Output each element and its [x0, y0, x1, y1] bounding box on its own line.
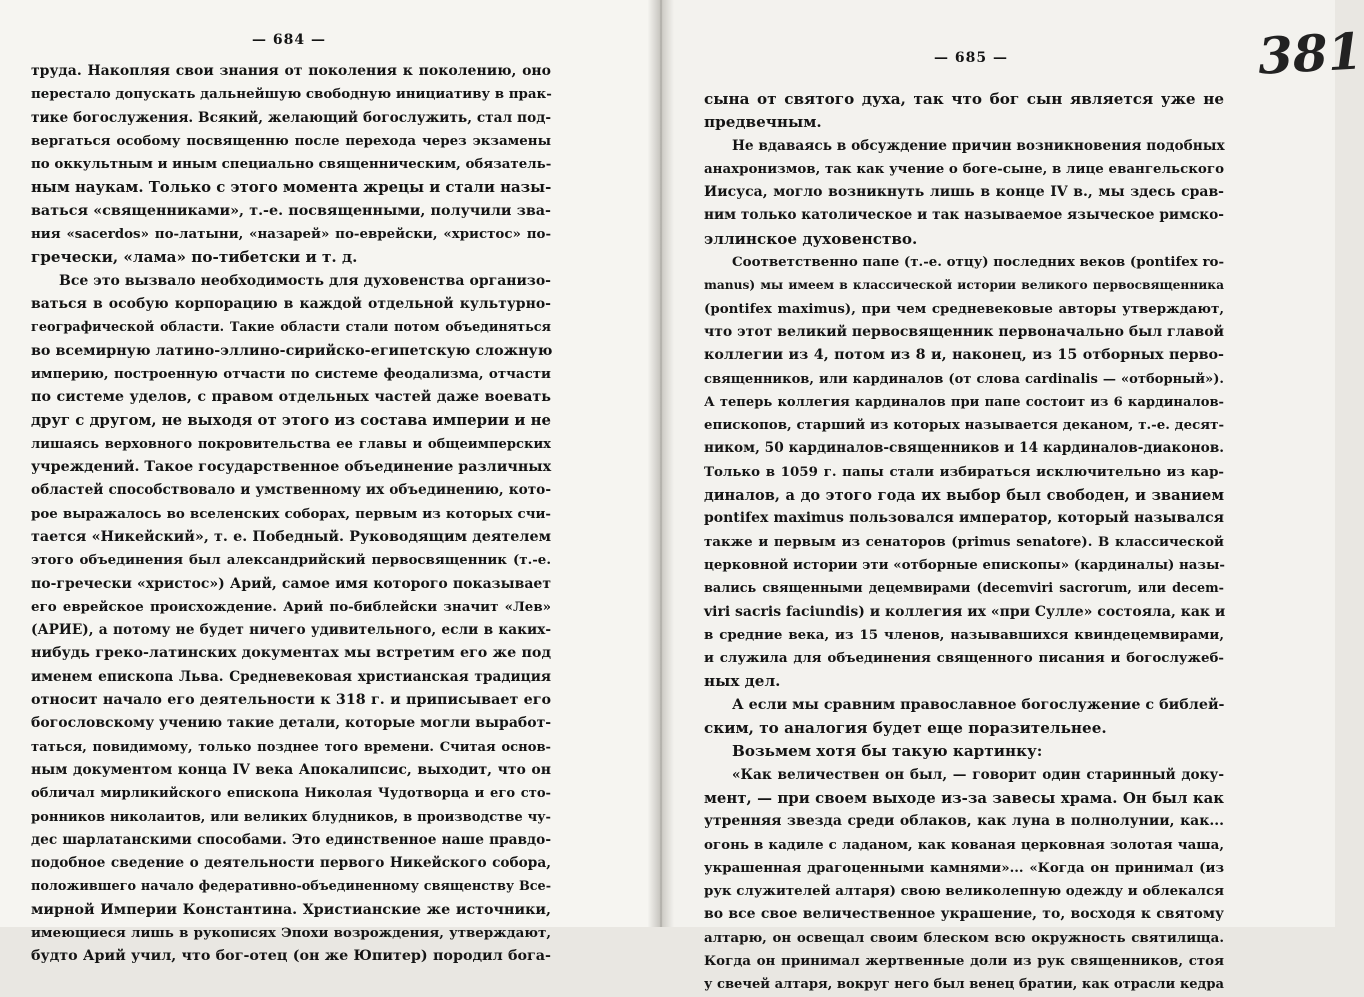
text-line: перестало допускать дальнейшую свободную инициативу в прак-: [31, 86, 552, 103]
text-line: по системе уделов, с правом отдельных частей даже воевать: [31, 389, 551, 406]
text-line: вергаться особому посвященню после перехода через экзамены: [31, 132, 551, 149]
page-number: — 685 —: [934, 50, 1008, 66]
handwritten-page-stamp: 381: [1256, 21, 1364, 86]
text-line: огонь в кадиле с ладаном, как кованая церковная золотая чаша,: [704, 836, 1224, 853]
text-line: нибудь греко-латинских документах мы встретим его же под: [31, 645, 551, 662]
text-line: мирной Империи Константина. Христианские же источники,: [31, 901, 551, 918]
text-line: (АРИЕ), а потому не будет ничего удивительного, если в каких-: [31, 622, 551, 639]
text-line: относит начало его деятельности к 318 г. и приписывает его: [31, 692, 551, 709]
text-line: труда. Накопляя свои знания от поколения к поколению, оно: [31, 63, 551, 79]
text-line: что этот великий первосвященник первоначально был главой: [704, 323, 1224, 340]
text-line: тается «Никейский», т. е. Победный. Руководящим деятелем: [31, 528, 551, 545]
text-line: подобное сведение о деятельности первого Никейского собора,: [31, 855, 551, 872]
text-line: областей способствовало и умственному их объединению, кото-: [31, 482, 551, 499]
text-line: утренняя звезда среди облаков, как луна в полнолунии, как...: [704, 813, 1224, 830]
text-line: рук служителей алтаря) свою великолепную одежду и облекался: [704, 883, 1225, 900]
text-line: имеющиеся лишь в рукописях Эпохи возрождения, утверждают,: [31, 924, 551, 941]
text-line: гречески, «лама» по-тибетски и т. д.: [31, 248, 358, 267]
text-column: [704, 88, 1224, 997]
text-line: обличал мирликийского епископа Николая Чудотворца и его сто-: [31, 786, 551, 802]
text-line: коллегии из 4, потом из 8 и, наконец, из 15 отборных перво-: [704, 347, 1224, 364]
text-line: сына от святого духа, так что бог сын является уже не: [704, 90, 1224, 108]
text-line: «Как величествен он был, — говорит один старинный доку-: [732, 766, 1224, 783]
text-line: ния «sacerdos» по-латыни, «назарей» по-еврейски, «христос» по-: [31, 226, 551, 243]
text-line: по оккультным и иным специально священническим, обязатель-: [31, 156, 552, 173]
text-line: ным наукам. Только с этого момента жрецы и стали назы-: [31, 178, 552, 197]
text-line: (pontifex maximus), при чем средневековые авторы утверждают,: [704, 300, 1224, 317]
text-line: учреждений. Такое государственное объединение различных: [31, 459, 552, 476]
text-line: географической области. Такие области стали потом объединяться: [31, 320, 551, 336]
text-line: епископов, старший из которых называется деканом, т.-е. десят-: [704, 417, 1224, 434]
text-line: во все свое величественное украшение, то, восходя к святому: [704, 906, 1224, 923]
text-line: в средние века, из 15 членов, называвшихся квиндецемвирами,: [704, 626, 1224, 643]
text-line: богословскому учению такие детали, которые могли выработ-: [31, 715, 552, 732]
text-line: во всемирную латино-эллино-сирийско-египетскую сложную: [31, 342, 553, 359]
text-line: вались священными децемвирами (decemviri sacrorum, или decem-: [704, 581, 1224, 597]
text-line: тике богослужения. Всякий, желающий богослужить, стал под-: [31, 109, 551, 126]
right-page: [660, 0, 1364, 993]
text-line: ником, 50 кардиналов-священников и 14 кардиналов-диаконов.: [704, 440, 1224, 457]
text-line: предвечным.: [704, 113, 822, 132]
text-line: рое выражалось во вселенских соборах, первым из которых счи-: [31, 505, 551, 522]
text-line: Возьмем хотя бы такую картинку:: [732, 742, 1043, 761]
text-line: таться, повидимому, только позднее того времени. Считая основ-: [31, 739, 551, 755]
text-line: А теперь коллегия кардиналов при папе состоит из 6 кардиналов-: [704, 394, 1224, 410]
text-line: pontifex maximus пользовался император, который назывался: [704, 510, 1224, 527]
text-line: именем епископа Льва. Средневековая христианская традиция: [31, 668, 551, 685]
text-line: лишаясь верховного покровительства ее главы и общеимперских: [31, 436, 551, 452]
text-line: ных дел.: [704, 672, 781, 691]
text-line: также и первым из сенаторов (primus senatore). В классической: [704, 533, 1224, 550]
text-line: эллинское духовенство.: [704, 229, 918, 248]
text-line: этого объединения был александрийский первосвященник (т.-е.: [31, 552, 551, 569]
text-line: его еврейское происхождение. Арий по-библейски значит «Лев»: [31, 598, 551, 615]
text-line: ским, то аналогия будет еще поразительнее.: [704, 719, 1107, 738]
book-gutter: [648, 0, 674, 927]
page-number: — 684 —: [252, 32, 326, 48]
text-line: священников, или кардиналов (от слова cardinalis — «отборный»).: [704, 371, 1224, 387]
text-line: А если мы сравним православное богослужение с библей-: [732, 696, 1225, 713]
text-line: viri sacris faciundis) и коллегия их «при Сулле» состояла, как и: [704, 603, 1226, 620]
text-line: ронников николаитов, или великих блудников, в производстве чу-: [31, 809, 551, 825]
text-column: [31, 60, 551, 969]
text-line: дес шарлатанскими способами. Это единственное наше правдо-: [31, 831, 551, 848]
text-line: украшенная драгоценными камнями»... «Когда он принимал (из: [704, 859, 1224, 876]
text-line: ваться в особую корпорацию в каждой отдельной культурно-: [31, 295, 551, 312]
text-line: мент, — при своем выходе из-за завесы храма. Он был как: [704, 788, 1224, 807]
text-line: алтарю, он освещал своим блеском всю окружность святилища.: [704, 929, 1224, 946]
text-line: Не вдаваясь в обсуждение причин возникновения подобных: [732, 137, 1225, 154]
text-line: анахронизмов, так как учение о боге-сыне, в лице евангельского: [704, 160, 1224, 177]
text-line: церковной истории эти «отборные епископы» (кардиналы) назы-: [704, 556, 1225, 573]
text-line: положившего начало федеративно-объединенному священству Все-: [31, 879, 551, 895]
text-line: империю, построенную отчасти по системе феодализма, отчасти: [31, 365, 551, 382]
text-line: Иисуса, могло возникнуть лишь в конце IV в., мы здесь срав-: [704, 184, 1224, 201]
left-page: [0, 0, 660, 965]
text-line: диналов, а до этого года их выбор был свободен, и званием: [704, 487, 1224, 505]
text-line: у свечей алтаря, вокруг него был венец братии, как отрасли кедра: [704, 977, 1224, 993]
text-line: ним только католическое и так называемое языческое римско-: [704, 207, 1224, 224]
text-line: ваться «священниками», т.-е. посвященными, получили зва-: [31, 202, 551, 219]
text-line: по-гречески «христос») Арий, самое имя которого показывает: [31, 575, 551, 592]
text-line: manus) мы имеем в классической истории великого первосвященника: [704, 278, 1224, 293]
text-line: друг с другом, не выходя от этого из состава империи и не: [31, 411, 551, 430]
text-line: Только в 1059 г. папы стали избираться исключительно из кар-: [704, 463, 1224, 480]
text-line: и служила для объединения священного писания и богослужеб-: [704, 650, 1224, 667]
text-line: Когда он принимал жертвенные доли из рук священников, стоя: [704, 952, 1224, 969]
text-line: будто Арий учил, что бог-отец (он же Юпитер) породил бога-: [31, 948, 551, 965]
text-line: Соответственно папе (т.-е. отцу) последних веков (pontifex ro-: [732, 254, 1224, 271]
text-line: ным документом конца IV века Апокалипсис, выходит, что он: [31, 761, 551, 778]
text-line: Все это вызвало необходимость для духовенства организо-: [59, 272, 551, 289]
